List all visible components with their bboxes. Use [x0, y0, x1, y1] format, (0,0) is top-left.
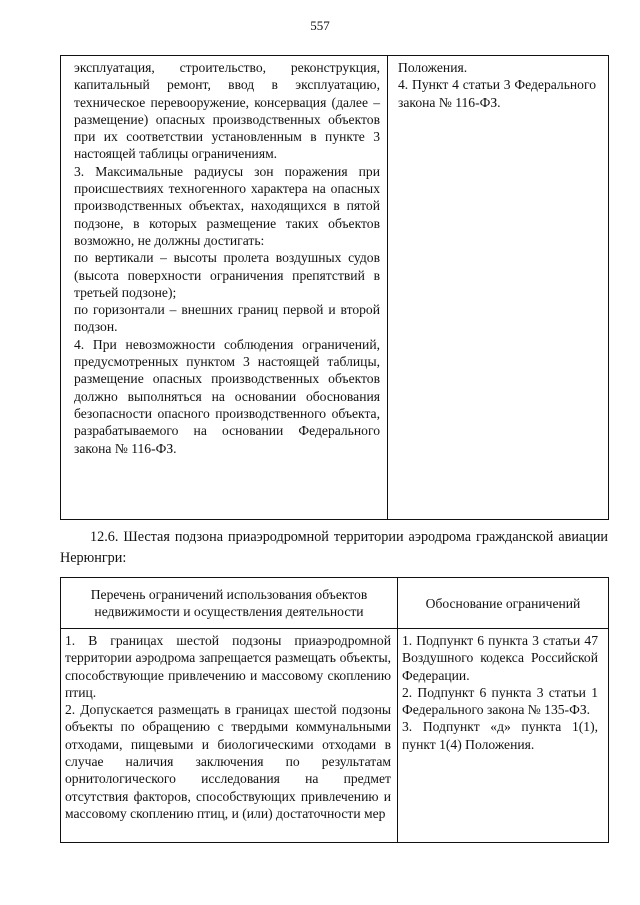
- justification-paragraph: 2. Подпункт 6 пункта 3 статьи 1 Федерального закона № 135-ФЗ.: [402, 684, 598, 718]
- table-row: [61, 629, 609, 843]
- table-row: [61, 56, 609, 520]
- restriction-paragraph: 1. В границах шестой подзоны приаэродромной территории аэродрома запрещается размещать объекты, способствующие привлечению и массовому скоплению птиц.: [65, 633, 391, 700]
- restrictions-cell: [61, 56, 388, 520]
- justification-paragraph: 1. Подпункт 6 пункта 3 статьи 47 Воздушного кодекса Российской Федерации.: [402, 633, 598, 683]
- page-number: 557: [310, 18, 330, 33]
- restriction-paragraph: 2. Допускается размещать в границах шестой подзоны объекты по обращению с твердыми коммунальными отходами, пищевыми и биологическими отходами в случае наличия заключения по результатам орнитологического исследования на предмет отсутствия факторов, способствующих привлечению и массовому скоплению птиц, и (или) достаточности мер: [65, 702, 391, 821]
- zone6-restrictions-table: [60, 577, 609, 843]
- section-heading: 12.6. Шестая подзона приаэродромной территории аэродрома гражданской авиации Нерюнгри:: [60, 529, 608, 566]
- restriction-paragraph: 4. При невозможности соблюдения ограничений, предусмотренных пунктом 3 настоящей таблицы, размещение опасных производственных объектов должно выполняться на основании обоснования безопасности опасного производственного объекта, разрабатываемого на основании Федерального закона № 116-ФЗ.: [74, 336, 380, 456]
- justification-paragraph: Положения.: [398, 60, 468, 75]
- table-header-row: [61, 578, 609, 629]
- restriction-paragraph: 3. Максимальные радиусы зон поражения при происшествиях техногенного характера на опасных производственных объектах, находящихся в пятой подзоне, в которых размещение таких объектов возможно, не должны достигать:: [74, 163, 380, 248]
- justification-paragraph: 4. Пункт 4 статьи 3 Федерального закона № 116-ФЗ.: [398, 77, 596, 110]
- restriction-paragraph: по горизонтали – внешних границ первой и второй подзон.: [74, 302, 380, 335]
- justification-paragraph: 3. Подпункт «д» пункта 1(1), пункт 1(4) Положения.: [402, 719, 598, 752]
- restriction-paragraph: по вертикали – высоты пролета воздушных судов (высота поверхности ограничения препятствий в третьей подзоне);: [74, 250, 380, 300]
- justification-cell: [388, 56, 609, 520]
- restrictions-table-continued: [60, 55, 609, 520]
- restrictions-cell: [61, 629, 398, 843]
- column-header-restrictions: Перечень ограничений использования объектов недвижимости и осуществления деятельности: [61, 578, 398, 629]
- justification-cell: [398, 629, 609, 843]
- restriction-paragraph: эксплуатация, строительство, реконструкция, капитальный ремонт, ввод в эксплуатацию, техническое перевооружение, консервация (далее – размещение) опасных производственных объектов при их соответствии установленным в пункте 3 настоящей таблицы ограничениям.: [74, 60, 380, 162]
- column-header-justification: Обоснование ограничений: [398, 578, 609, 629]
